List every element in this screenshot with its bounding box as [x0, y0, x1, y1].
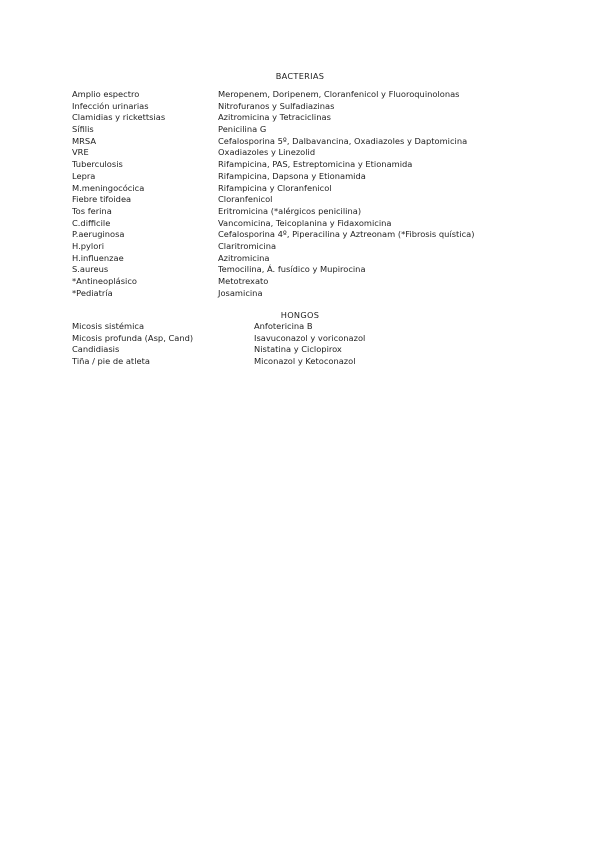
table-row	[72, 171, 474, 183]
table-row	[72, 241, 474, 253]
infection-name: M.meningocócica	[72, 182, 145, 193]
table-row	[72, 89, 474, 101]
table-row	[72, 253, 474, 265]
infection-name: VRE	[72, 147, 89, 158]
fungi-section-title: HONGOS	[280, 310, 320, 320]
treatment-text: Oxadiazoles y Linezolid	[218, 147, 316, 158]
treatment-text: Cloranfenicol	[218, 194, 273, 205]
infection-name: Tuberculosis	[72, 159, 123, 170]
infection-name: Sífilis	[72, 124, 94, 135]
infection-name: Infección urinarias	[72, 100, 149, 111]
table-row	[72, 194, 474, 206]
infection-name: MRSA	[72, 135, 97, 146]
table-row	[72, 159, 474, 171]
treatment-text: Nitrofuranos y Sulfadiazinas	[218, 100, 335, 111]
infection-name: Amplio espectro	[72, 89, 140, 99]
infection-name: H.pylori	[72, 240, 105, 251]
treatment-text: Rifampicina y Cloranfenicol	[218, 182, 332, 193]
treatment-text: Temocilina, Á. fusídico y Mupirocina	[218, 264, 366, 275]
table-row	[72, 333, 365, 345]
treatment-text: Claritromicina	[218, 240, 277, 251]
table-row	[72, 112, 474, 124]
treatment-text: Nistatina y Ciclopirox	[254, 344, 342, 355]
table-row	[72, 356, 365, 368]
infection-name: Micosis sistémica	[72, 321, 145, 331]
infection-name: Micosis profunda (Asp, Cand)	[72, 332, 194, 343]
infection-name: H.influenzae	[72, 252, 124, 263]
treatment-text: Cefalosporina 4º, Piperacilina y Aztreonam (*Fibrosis quística)	[218, 229, 475, 240]
infection-name: Tos ferina	[72, 205, 112, 216]
table-row	[72, 344, 365, 356]
bacteria-table	[72, 89, 474, 299]
treatment-text: Josamicina	[218, 287, 263, 298]
table-row	[72, 136, 474, 148]
table-row	[72, 124, 474, 136]
treatment-text: Rifampicina, Dapsona y Etionamida	[218, 170, 366, 181]
treatment-text: Azitromicina	[218, 252, 270, 263]
table-row	[72, 206, 474, 218]
infection-name: Candidiasis	[72, 344, 120, 355]
infection-name: Tiña / pie de atleta	[72, 356, 150, 367]
infection-name: *Antineoplásico	[72, 276, 138, 286]
treatment-text: Cefalosporina 5º, Dalbavancina, Oxadiazoles y Daptomicina	[218, 135, 468, 146]
fungi-table	[72, 321, 365, 368]
infection-name: *Pediatría	[72, 287, 113, 298]
table-row	[72, 276, 474, 288]
treatment-text: Vancomicina, Teicoplanina y Fidaxomicina	[218, 217, 392, 228]
table-row	[72, 183, 474, 195]
treatment-text: Metotrexato	[218, 276, 269, 286]
table-row	[72, 218, 474, 230]
infection-name: Lepra	[72, 170, 96, 181]
infection-name: C.difficile	[72, 217, 111, 228]
infection-name: S.aureus	[72, 264, 109, 275]
treatment-text: Penicilina G	[218, 124, 267, 135]
infection-name: Clamidias y rickettsias	[72, 112, 166, 123]
infection-name: Fiebre tifoidea	[72, 194, 132, 205]
treatment-text: Meropenem, Doripenem, Cloranfenicol y Fluoroquinolonas	[218, 89, 460, 99]
treatment-text: Azitromicina y Tetraciclinas	[218, 112, 331, 123]
table-row	[72, 288, 474, 300]
table-row	[72, 321, 365, 333]
table-row	[72, 229, 474, 241]
bacteria-section-title: BACTERIAS	[275, 71, 325, 81]
treatment-text: Anfotericina B	[254, 321, 313, 331]
treatment-text: Miconazol y Ketoconazol	[254, 356, 356, 367]
treatment-text: Rifampicina, PAS, Estreptomicina y Etionamida	[218, 159, 413, 170]
infection-name: P.aeruginosa	[72, 229, 125, 240]
treatment-text: Eritromicina (*alérgicos penicilina)	[218, 205, 362, 216]
table-row	[72, 147, 474, 159]
table-row	[72, 264, 474, 276]
treatment-text: Isavuconazol y voriconazol	[254, 332, 366, 343]
table-row	[72, 101, 474, 113]
